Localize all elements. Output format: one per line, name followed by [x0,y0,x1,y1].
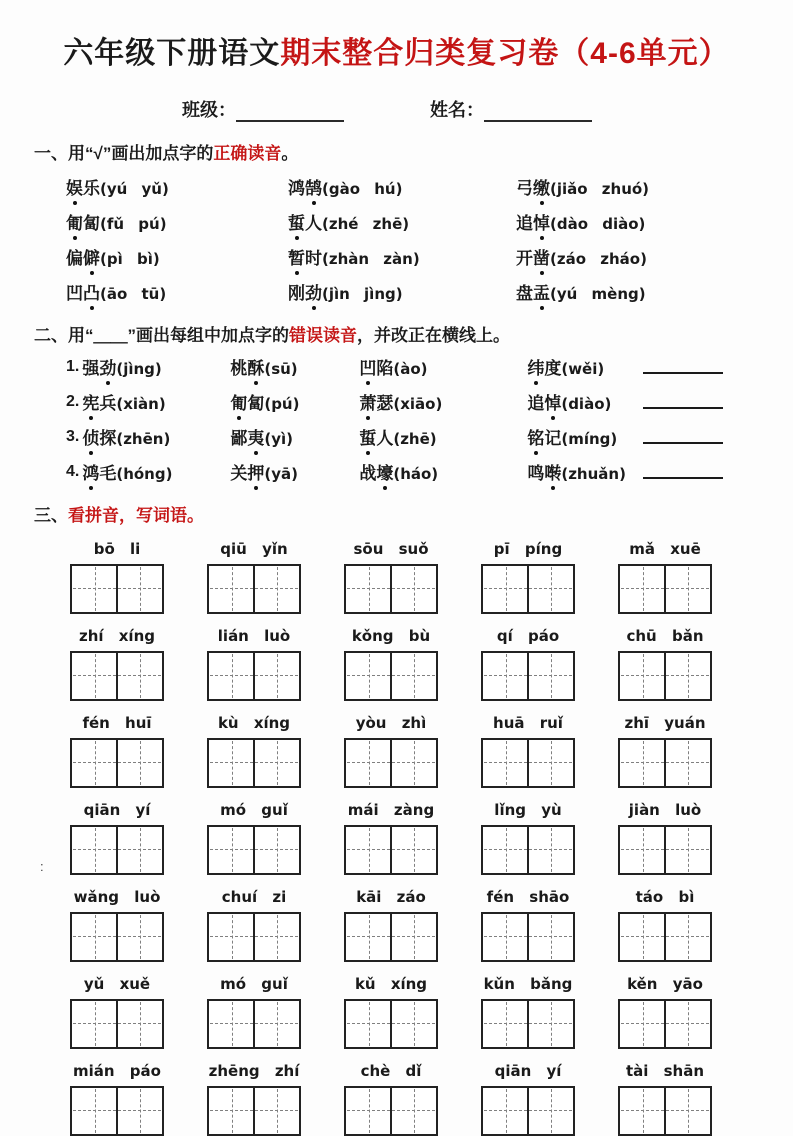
pinyin-label: pī píng [493,540,563,558]
section3-pinyin-writing [0,540,793,1136]
writing-grid[interactable] [207,738,301,788]
pinyin-row-2 [0,627,793,701]
word: 宪兵 [82,394,116,413]
writing-grid[interactable] [344,1086,438,1136]
word-item[interactable] [516,279,793,304]
writing-grid[interactable] [70,651,164,701]
pinyin-label: wǎng luò [73,888,161,906]
writing-grid[interactable] [344,564,438,614]
word-item[interactable]: 鸿毛(hóng) [82,459,230,484]
word: 鸣啭 [527,464,561,483]
pinyin-options: (zhàn zàn) [322,250,420,268]
pinyin-options: (jiǎo zhuó) [550,180,650,198]
writing-grid[interactable] [481,999,575,1049]
writing-grid[interactable] [344,738,438,788]
writing-grid[interactable] [344,651,438,701]
name-label: 姓名： [430,100,484,120]
section2-row-3 [0,424,793,449]
word-item[interactable]: 铭记(míng) [527,424,617,449]
word: 盘盂 [516,284,550,303]
student-info-row [0,96,793,122]
pinyin-label: tài shān [625,1062,705,1080]
writing-grid[interactable] [618,1086,712,1136]
pinyin-label: zhí xíng [78,627,155,645]
page-title [0,0,793,72]
word-item[interactable]: 萧瑟(xiāo) [359,389,527,414]
writing-grid[interactable] [207,564,301,614]
pinyin-label: mó guǐ [220,801,288,819]
word: 追悼 [516,214,550,233]
word: 凹凸 [66,284,100,303]
pinyin-label: zhī yuán [624,714,706,732]
writing-grid[interactable] [481,738,575,788]
word-item[interactable]: 凹陷(ào) [359,354,527,379]
word-item[interactable]: 蜇人(zhē) [359,424,527,449]
word-item[interactable] [66,244,288,269]
word-item[interactable] [288,244,516,269]
title-black: 六年级下册语文 [63,37,281,70]
pinyin-label: kāi záo [356,888,426,906]
pinyin-label: mǎ xuē [629,540,701,558]
pinyin-label: fén huī [82,714,152,732]
writing-grid[interactable] [70,738,164,788]
writing-grid[interactable] [70,825,164,875]
pinyin-options: (yú yǔ) [100,180,169,198]
pinyin-options: (āo tū) [100,285,167,303]
word-item[interactable]: 侦探(zhēn) [82,424,230,449]
pinyin-row-6 [0,975,793,1049]
answer-line[interactable] [643,395,723,409]
pinyin-label: jiàn luò [628,801,702,819]
word: 桃酥 [230,359,264,378]
word: 匍匐 [66,214,100,233]
title-red: 期末整合归类复习卷（4-6单元） [280,37,730,70]
section2-row-2 [0,389,793,414]
writing-grid[interactable] [481,1086,575,1136]
pinyin-label: huā ruǐ [493,714,563,732]
row-number: 4. [66,462,80,480]
word-item[interactable] [516,174,793,199]
pinyin-options: (dào diào) [550,215,646,233]
pinyin-label: lǐng yù [494,801,562,819]
writing-grid[interactable] [344,912,438,962]
pinyin-row-4 [0,801,793,875]
word: 纬度 [527,359,561,378]
word: 匍匐 [230,394,264,413]
pinyin-options: (gào hú) [322,180,403,198]
writing-grid[interactable] [344,999,438,1049]
pinyin-label: kǔn bǎng [483,975,573,993]
word-item[interactable]: 匍匐(pú) [230,389,359,414]
section2-heading: 二、用“＿＿”画出每组中加点字的错误读音，并改正在横线上。 [34,326,510,345]
word: 弓缴 [516,179,550,198]
pinyin-row-5 [0,888,793,962]
writing-grid[interactable] [618,999,712,1049]
pinyin-label: qiān yí [83,801,151,819]
word: 铭记 [527,429,561,448]
word-item[interactable]: 战壕(háo) [359,459,527,484]
word-item[interactable] [288,279,516,304]
writing-grid[interactable] [481,651,575,701]
word: 萧瑟 [359,394,393,413]
word-item[interactable] [66,174,288,199]
word-item[interactable]: 强劲(jìng) [82,354,230,379]
answer-line[interactable] [643,465,723,479]
word-item[interactable] [288,209,516,234]
word-item[interactable]: 纬度(wěi) [527,354,604,379]
writing-grid[interactable] [70,1086,164,1136]
name-input-line[interactable] [484,102,592,122]
pinyin-label: bō li [93,540,141,558]
writing-grid[interactable] [481,912,575,962]
writing-grid[interactable] [618,651,712,701]
pinyin-label: kěn yāo [627,975,703,993]
pinyin-label: chū bǎn [626,627,704,645]
word: 开凿 [516,249,550,268]
word: 鄙夷 [230,429,264,448]
pinyin-row-3 [0,714,793,788]
writing-grid[interactable] [618,738,712,788]
pinyin-row-1 [0,540,793,614]
writing-grid[interactable] [207,1086,301,1136]
writing-grid[interactable] [207,825,301,875]
word: 战壕 [359,464,393,483]
word-item[interactable] [66,209,288,234]
section1-heading: 一、用“√”画出加点字的正确读音。 [34,144,299,163]
answer-line[interactable] [643,360,723,374]
word: 鸿毛 [82,464,116,483]
pinyin-label: yǔ xuě [83,975,151,993]
class-input-line[interactable] [236,102,344,122]
answer-line[interactable] [643,430,723,444]
word-item[interactable]: 鄙夷(yì) [230,424,359,449]
pinyin-options: (pì bì) [100,250,160,268]
section3-heading: 三、看拼音，写词语。 [34,506,204,525]
pinyin-options: (fǔ pú) [100,215,167,233]
section2-row-4 [0,459,793,484]
section2-row-1 [0,354,793,379]
pinyin-label: kǒng bù [351,627,431,645]
word: 偏僻 [66,249,100,268]
writing-grid[interactable] [481,825,575,875]
word-item[interactable] [66,279,288,304]
pinyin-options: (jìn jìng) [322,285,403,303]
word-item[interactable] [516,244,793,269]
word: 蜇人 [359,429,393,448]
writing-grid[interactable] [207,651,301,701]
writing-grid[interactable] [344,825,438,875]
section2-rows [0,354,793,484]
class-label: 班级： [182,100,236,120]
writing-grid[interactable] [481,564,575,614]
word: 鸿鹄 [288,179,322,198]
pinyin-label: chuí zi [221,888,287,906]
word: 关押 [230,464,264,483]
pinyin-options: (zhé zhē) [322,215,410,233]
writing-grid[interactable] [618,564,712,614]
pinyin-label: fén shāo [486,888,570,906]
pinyin-options: (záo zháo) [550,250,647,268]
pinyin-label: qiān yí [494,1062,562,1080]
pinyin-label: kǔ xíng [354,975,428,993]
writing-grid[interactable] [207,912,301,962]
word-item[interactable] [516,209,793,234]
pinyin-label: mái zàng [347,801,435,819]
word-item[interactable] [288,174,516,199]
word-item[interactable]: 桃酥(sū) [230,354,359,379]
word: 凹陷 [359,359,393,378]
pinyin-label: kù xíng [217,714,291,732]
stray-mark: : [40,859,44,874]
writing-grid[interactable] [618,825,712,875]
word: 娱乐 [66,179,100,198]
writing-grid[interactable] [70,564,164,614]
word: 强劲 [82,359,116,378]
writing-grid[interactable] [207,999,301,1049]
word: 侦探 [82,429,116,448]
pinyin-row-7 [0,1062,793,1136]
section1-word-grid [0,174,793,304]
pinyin-label: sōu suǒ [353,540,429,558]
pinyin-label: táo bì [635,888,695,906]
pinyin-label: chè dǐ [360,1062,422,1080]
pinyin-options: (yú mèng) [550,285,646,303]
word-item[interactable]: 鸣啭(zhuǎn) [527,459,626,484]
pinyin-label: qí páo [496,627,560,645]
pinyin-label: lián luò [217,627,291,645]
pinyin-label: qiū yǐn [220,540,288,558]
pinyin-label: yòu zhì [355,714,427,732]
pinyin-label: mó guǐ [220,975,288,993]
word: 追悼 [527,394,561,413]
pinyin-label: mián páo [73,1062,161,1080]
writing-grid[interactable] [70,999,164,1049]
word-item[interactable]: 追悼(diào) [527,389,611,414]
row-number: 2. [66,392,80,410]
pinyin-label: zhēng zhí [208,1062,300,1080]
word: 刚劲 [288,284,322,303]
word-item[interactable]: 关押(yā) [230,459,359,484]
row-number: 1. [66,357,80,375]
word: 暂时 [288,249,322,268]
word-item[interactable]: 宪兵(xiàn) [82,389,230,414]
writing-grid[interactable] [70,912,164,962]
word: 蜇人 [288,214,322,233]
writing-grid[interactable] [618,912,712,962]
row-number: 3. [66,427,80,445]
